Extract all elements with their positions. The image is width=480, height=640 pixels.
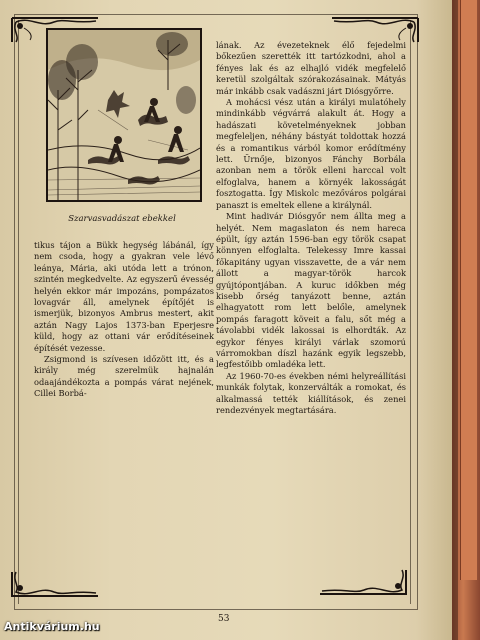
ornament-bottom-left-icon: [10, 570, 100, 600]
page-number: 53: [218, 614, 230, 624]
paragraph: Az 1960-70-es években némi helyreállítási munkák folytak, konzerválták a romokat, és alkalmassá tették kiállítások, és zenei rendezvények megtartására.: [216, 370, 406, 415]
text-column-left: [34, 240, 214, 400]
illustration-caption: Szarvasvadászat ebekkel: [68, 214, 176, 224]
page-shadow: [452, 0, 458, 640]
paragraph: Mint hadivár Diósgyőr nem állta meg a helyét. Nem magaslaton és nem hareca épült, így aztán 1596-ban egy török csapat könnyen elfoglalta. Telekessy Imre kassai főkapitány ugyan visszavette, de a vár nem állott a magyar-török harcok gyújtópontjában. A kuruc időkben még kisebb őrség tanyázott benne, aztán elhagyatott rom lett belőle, amelynek pompás faragott köveit a falu, sőt még a távolabbi vidék lakossai is elhordták. Az egykor fényes királyi várlak szomorú várromokban díszl hazánk egyik legszebb, legfestőibb omladéka lett.: [216, 211, 406, 370]
book-cover-edge: [460, 0, 477, 580]
hunting-woodcut-illustration: [46, 28, 202, 202]
border-line-left: [18, 20, 19, 604]
book-edge: [452, 0, 480, 640]
paragraph: A mohácsi vész után a királyi mulatóhely mindinkább végvárrá alakult át. Hogy a hadászati követelményeknek jobban megfeleljen, néhány bástyát toldottak hozzá és a romantikus várból komor erődítmény lett. Ürnője, bizonyos Fánchy Borbála azonban nem a török elleni harccal volt elfoglalva, hanem a környék lakosságát fosztogatta. Így Miskolc mezőváros polgárai panaszt is emeltek ellene a királynál.: [216, 97, 406, 210]
watermark: Antikvárium.hu: [4, 620, 100, 633]
ornament-bottom-right-icon: [318, 568, 408, 598]
text-column-right: [216, 40, 406, 416]
paragraph: Zsigmond is szívesen időzött itt, és a király még szerelmük hajnalán odaajándékozta a pompás várat nejének, Cillei Borbá-: [34, 354, 214, 399]
paragraph: lának. Az évezeteknek élő fejedelmi bőkezűen szerették itt tartózkodni, ahol a fényes lak és az elhajló vidék megfelelő keretül szolgáltak szórakozásainak. Mátyás már inkább csak vadászni járt Diósgyőrre.: [216, 40, 406, 96]
paragraph: tikus tájon a Bükk hegység lábánál, így nem csoda, hogy a gyakran vele lévő leánya, Mária, aki utóda lett a trónon, szintén megkedvelte. Az egyszerű évesség helyén ekkor már impozáns, pompázatos lovagvár áll, amelynek építőjét is ismerjük, bizonyos Ambrus mestert, akit aztán Nagy Lajos 1373-ban Eperjesre küld, hogy az ottani vár erődítéseinek építését vezesse.: [34, 240, 214, 353]
border-line-right: [410, 20, 411, 604]
